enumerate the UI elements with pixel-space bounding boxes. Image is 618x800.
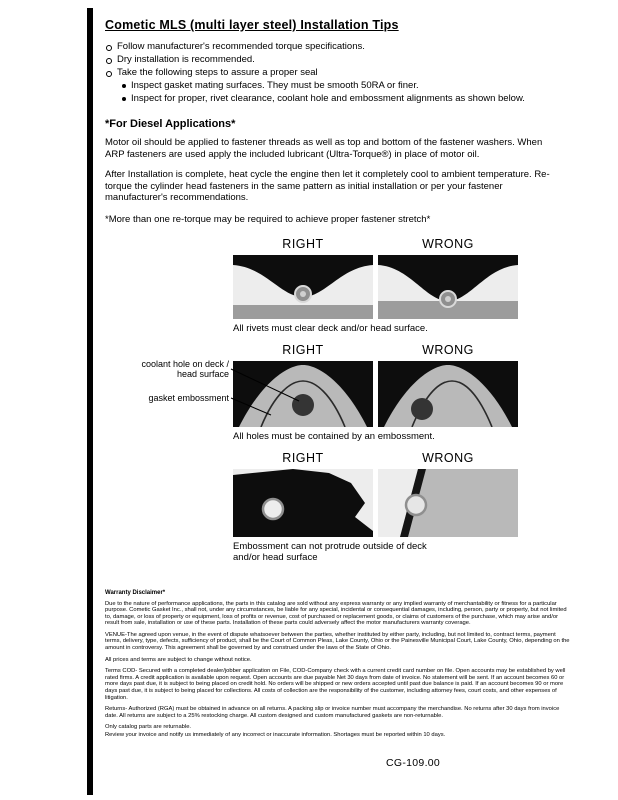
tips-list <box>105 41 577 105</box>
diesel-paragraph-1: Motor oil should be applied to fastener threads as well as top and bottom of the fastener washers. When ARP fasteners are used apply the included lubricant (Ultra-Torque®) in place of motor oil. <box>105 137 543 160</box>
warranty-disclaimer-heading: Warranty Disclaimer* <box>105 589 166 596</box>
wrong-label: WRONG <box>422 342 474 357</box>
diesel-paragraph-2: After Installation is complete, heat cycle the engine then let it completely cool to ambient temperature. Re-torque the cylinder head fasteners in the same pattern as initial installation or per your fastener manufacturer's recommendations. <box>105 169 550 203</box>
tip-text: Inspect for proper, rivet clearance, coolant hole and embossment alignments as shown below. <box>131 93 525 104</box>
wrong-label: WRONG <box>422 236 474 251</box>
open-bullet-icon <box>106 58 112 64</box>
list-item <box>105 54 577 66</box>
rivet-right-diagram <box>233 255 373 319</box>
diagram-labels <box>233 451 575 467</box>
diagram-row-rivets <box>105 237 575 334</box>
open-bullet-icon <box>106 71 112 77</box>
page-edge-bar <box>87 8 93 795</box>
hole-right-diagram <box>233 361 373 427</box>
diagram-panels <box>233 469 575 537</box>
diagram-caption: All holes must be contained by an embossment. <box>233 430 435 442</box>
open-bullet-icon <box>106 45 112 51</box>
diagram-row-holes <box>105 343 575 442</box>
list-item <box>105 67 577 79</box>
gasket-embossment-annotation: gasket embossment <box>148 392 229 403</box>
right-label: RIGHT <box>282 236 324 251</box>
page-number: CG-109.00 <box>386 757 441 769</box>
list-item <box>121 80 577 92</box>
tip-text: Inspect gasket mating surfaces. They must be smooth 50RA or finer. <box>131 80 419 91</box>
page-content <box>105 18 577 743</box>
embossment-right-diagram <box>233 469 373 537</box>
coolant-hole-annotation: coolant hole on deck / head surface <box>141 358 229 379</box>
diagram-panels <box>233 255 575 319</box>
legal-paragraph: Review your invoice and notify us immediately of any incorrect or inaccurate information. Shortages must be reported within 10 days. <box>105 731 446 738</box>
diagram-caption: All rivets must clear deck and/or head surface. <box>233 322 428 334</box>
right-label: RIGHT <box>282 450 324 465</box>
legal-paragraph: Returns- Authorized (RGA) must be obtained in advance on all returns. A packing slip or invoice number must accompany the merchandise. No returns after 30 days from invoice date. All returns are subject to a 25% restocking charge. All custom designed and custom manufactured gaskets are non-returnable. <box>105 706 560 719</box>
legal-paragraph: VENUE-The agreed upon venue, in the event of dispute whatsoever between the parties, whether instituted by either party, including, but not limited to, contract terms, payment terms, delivery, type, defects, sufficiency of product, shall be the Court of Common Pleas, Lake County, Ohio or the Painesville Municipal Court, Lake County, Ohio, depending on the amount in controversy. This agreement shall be governed by and construed under the laws of the State of Ohio. <box>105 631 570 652</box>
filled-bullet-icon <box>122 97 126 101</box>
legal-paragraph: Due to the nature of performance applications, the parts in this catalog are sold without any express warranty or any implied warranty of merchantability or fitness for a particular purpose. Cometic Gasket Inc., shall not, under any circumstances, be liable for any special, incidental or consequential damages, including, person, party or property, but not limited to, damage, or loss of property or equipment, loss of profits or revenue, cost of purchased or replacement goods, or claims of customers of the purchase, which may arise and/or result from sale, installation or use of these parts. Installation of these parts could adversely affect the motor manufacturers warranty coverage. <box>105 600 567 627</box>
page-title: Cometic MLS (multi layer steel) Installation Tips <box>105 18 399 32</box>
legal-paragraph: Terms COD- Secured with a completed dealer/jobber application on File, COD-Company check with a current credit card number on file. Open accounts may be established by well rated firms. A credit application is available upon request. Open accounts are due payable Net 30 days from date of invoice. No statement will be sent. If an account becomes 60 or more days past due, it is subject to being placed on credit hold. No orders will be shipped or new orders accepted until past due balance is paid. If an account becomes 90 or more days past due, it is subject to being placed for collections. All costs of collection are the responsibility of the customer, including attorney fees, court costs, and other expenses of litigation. <box>105 668 566 701</box>
wrong-label: WRONG <box>422 450 474 465</box>
diesel-applications-heading: *For Diesel Applications* <box>105 118 236 130</box>
list-item <box>105 41 577 53</box>
filled-bullet-icon <box>122 84 126 88</box>
diagram-caption: Embossment can not protrude outside of deck and/or head surface <box>233 540 427 563</box>
diagram-row-protrude <box>105 451 575 564</box>
list-item <box>121 93 577 105</box>
hole-wrong-diagram <box>378 361 518 427</box>
tip-text: Take the following steps to assure a proper seal <box>117 67 318 78</box>
legal-paragraph: Only catalog parts are returnable. <box>105 724 192 731</box>
legal-paragraph: All prices and terms are subject to change without notice. <box>105 656 252 663</box>
diagram-labels <box>233 343 575 359</box>
tip-text: Dry installation is recommended. <box>117 54 255 65</box>
embossment-wrong-diagram <box>378 469 518 537</box>
retorque-note: *More than one re-torque may be required to achieve proper fastener stretch* <box>105 213 431 225</box>
diagram-section <box>105 237 575 564</box>
diagram-panels <box>233 361 575 427</box>
rivet-wrong-diagram <box>378 255 518 319</box>
tip-text: Follow manufacturer's recommended torque specifications. <box>117 41 365 52</box>
right-label: RIGHT <box>282 342 324 357</box>
legal-section <box>105 590 573 739</box>
diagram-labels <box>233 237 575 253</box>
